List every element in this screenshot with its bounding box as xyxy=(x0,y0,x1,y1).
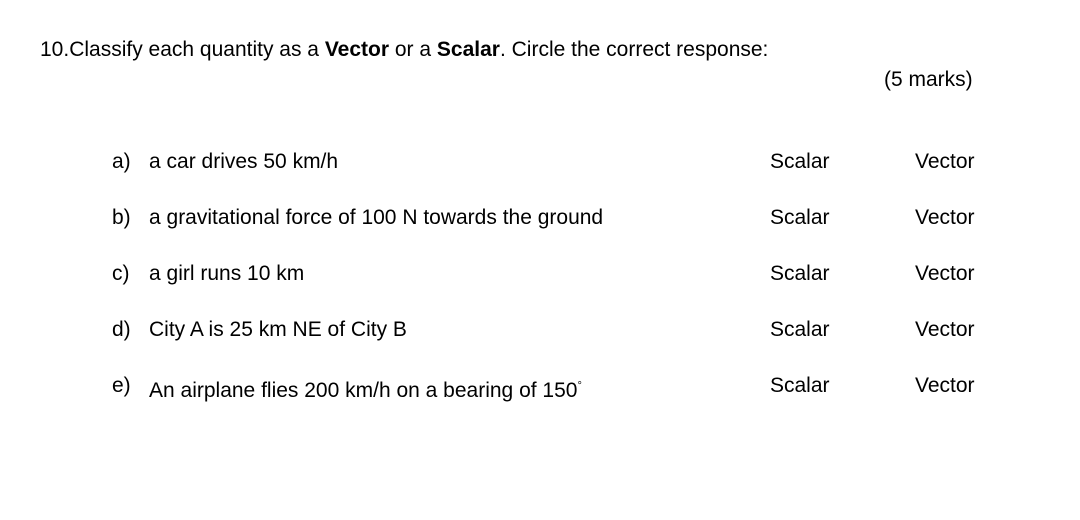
scalar-keyword: Scalar xyxy=(436,38,500,61)
question-middle: or a xyxy=(389,38,437,61)
question-suffix: . Circle the correct response: xyxy=(499,38,769,61)
scalar-option[interactable]: Scalar xyxy=(770,150,830,173)
list-item xyxy=(112,316,1012,372)
scalar-option[interactable]: Scalar xyxy=(770,318,830,341)
list-item xyxy=(112,204,1012,260)
item-letter: e) xyxy=(112,374,131,397)
list-item xyxy=(112,148,1012,204)
vector-option[interactable]: Vector xyxy=(915,374,975,397)
item-text-main: An airplane flies 200 km/h on a bearing of 150 xyxy=(149,379,578,402)
scalar-option[interactable]: Scalar xyxy=(770,374,830,397)
vector-option[interactable]: Vector xyxy=(915,150,975,173)
question-prefix: 10.Classify each quantity as a xyxy=(40,38,325,61)
scalar-option[interactable]: Scalar xyxy=(770,206,830,229)
item-text xyxy=(149,372,582,405)
degree-symbol: ° xyxy=(577,380,582,392)
item-letter: c) xyxy=(112,262,130,285)
vector-option[interactable]: Vector xyxy=(915,262,975,285)
item-text: a girl runs 10 km xyxy=(149,262,305,285)
vector-keyword: Vector xyxy=(324,38,390,61)
question-prompt xyxy=(40,36,768,64)
item-text: a car drives 50 km/h xyxy=(149,150,339,173)
item-letter: d) xyxy=(112,318,131,341)
item-list xyxy=(112,148,1012,428)
vector-option[interactable]: Vector xyxy=(915,206,975,229)
item-letter: b) xyxy=(112,206,131,229)
list-item xyxy=(112,260,1012,316)
item-text: a gravitational force of 100 N towards the ground xyxy=(149,206,604,229)
scalar-option[interactable]: Scalar xyxy=(770,262,830,285)
item-letter: a) xyxy=(112,150,131,173)
marks-label: (5 marks) xyxy=(884,68,973,91)
list-item xyxy=(112,372,1012,428)
item-text: City A is 25 km NE of City B xyxy=(149,318,407,341)
vector-option[interactable]: Vector xyxy=(915,318,975,341)
